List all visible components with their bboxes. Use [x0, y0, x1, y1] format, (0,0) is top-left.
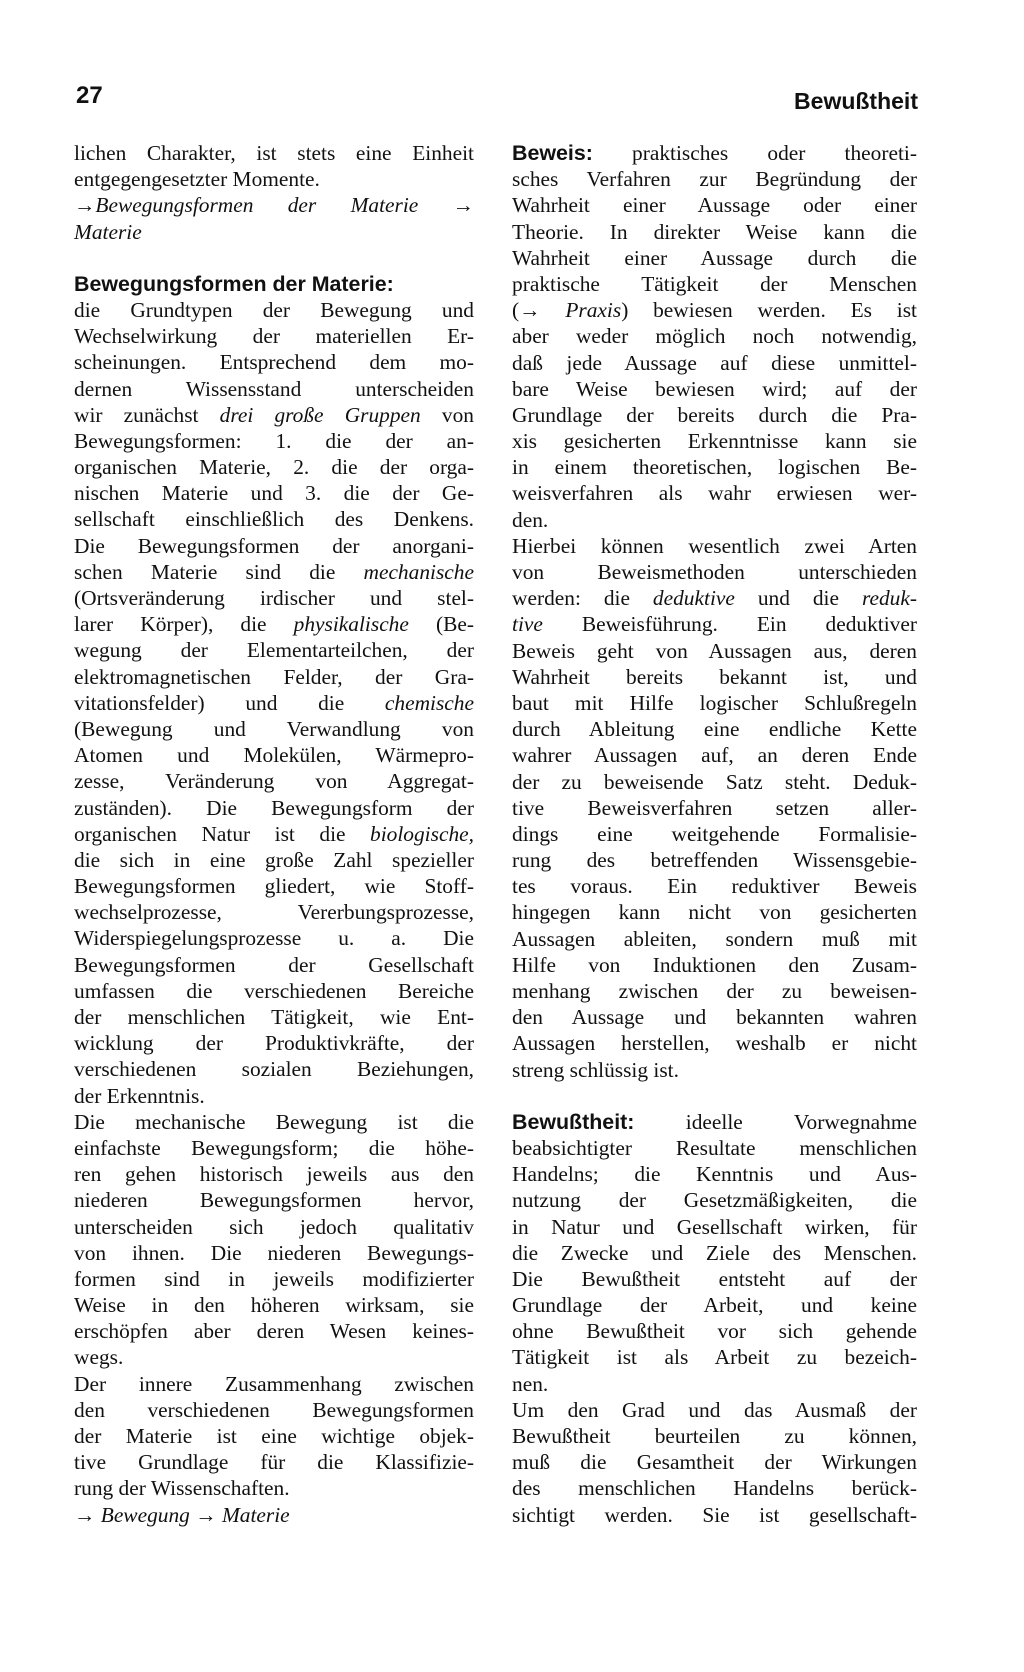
text-line: rung der Wissenschaften. [74, 1476, 290, 1501]
text-line: Um den Grad und das Ausmaß der [512, 1397, 917, 1422]
text-line: hingegen kann nicht von gesicherten [512, 900, 917, 925]
text-line: Weise in den höheren wirksam, sie [74, 1293, 474, 1318]
text-line: des menschlichen Handelns berück- [512, 1476, 917, 1501]
text-line: Atomen und Molekülen, Wärmepro- [74, 743, 474, 768]
text-line: von ihnen. Die niederen Bewegungs- [74, 1240, 474, 1265]
text-line: (→ Praxis) bewiesen werden. Es ist [512, 298, 917, 323]
text-line: bare Weise bewiesen wird; auf der [512, 376, 917, 401]
text-line: beabsichtigter Resultate menschlichen [512, 1135, 917, 1160]
left-column [74, 140, 474, 1528]
text-line: Handelns; die Kenntnis und Aus- [512, 1162, 917, 1187]
text-line: Aussagen herstellen, weshalb er nicht [512, 1031, 917, 1056]
text-line: dernen Wissensstand unterscheiden [74, 376, 474, 401]
text-line: in Natur und Gesellschaft wirken, für [512, 1214, 917, 1239]
cross-reference: Materie [74, 219, 142, 244]
text-line: wechselprozesse, Vererbungsprozesse, [74, 900, 474, 925]
text-line: Bewußtheit: ideelle Vorwegnahme [512, 1109, 917, 1134]
text-line: unterscheiden sich jedoch qualitativ [74, 1214, 474, 1239]
text-line: zuständen). Die Bewegungsform der [74, 795, 474, 820]
text-line: Wahrheit einer Aussage oder einer [512, 193, 917, 218]
text-line: Die Bewußtheit entsteht auf der [512, 1266, 917, 1291]
text-line: vitationsfelder) und die chemische [74, 690, 474, 715]
text-line: tive Beweisführung. Ein deduktiver [512, 612, 917, 637]
text-line: praktische Tätigkeit der Menschen [512, 271, 917, 296]
text-line: Beweis: praktisches oder theoreti- [512, 141, 917, 165]
text-line: zesse, Veränderung von Aggregat- [74, 769, 474, 794]
text-line: baut mit Hilfe logischer Schlußregeln [512, 690, 917, 715]
text-line: Beweis geht von Aussagen aus, deren [512, 638, 917, 663]
text-line: formen sind in jeweils modifizierter [74, 1266, 474, 1291]
text-line: ohne Bewußtheit vor sich gehende [512, 1319, 917, 1344]
right-column [512, 140, 917, 1528]
running-head: Bewußtheit [794, 88, 918, 114]
text-line: nen. [512, 1371, 549, 1396]
text-line: Hierbei können wesentlich zwei Arten [512, 533, 917, 558]
text-line: wegs. [74, 1345, 124, 1370]
text-line: die sich in eine große Zahl spezieller [74, 847, 474, 872]
text-line: organischen Materie, 2. die der orga- [74, 455, 474, 480]
text-line: der menschlichen Tätigkeit, wie Ent- [74, 1005, 474, 1029]
text-line: tive Grundlage für die Klassifizie- [74, 1450, 474, 1475]
text-line: Theorie. In direkter Weise kann die [512, 219, 917, 244]
text-line: nutzung der Gesetzmäßigkeiten, die [512, 1188, 917, 1213]
text-line: Grundlage der Arbeit, und keine [512, 1293, 917, 1318]
entry-heading-bewegungsformen: Bewegungsformen der Materie: [74, 271, 394, 296]
text-line: wegung der Elementarteilchen, der [74, 638, 474, 663]
text-line: sches Verfahren zur Begründung der [512, 167, 917, 192]
text-line: einfachste Bewegungsform; die höhe- [74, 1135, 474, 1160]
text-line: die Zwecke und Ziele des Menschen. [512, 1240, 917, 1265]
text-line: den. [512, 507, 549, 532]
text-line: tes voraus. Ein reduktiver Beweis [512, 874, 917, 899]
text-line: Die Bewegungsformen der anorgani- [74, 533, 474, 558]
text-line: muß die Gesamtheit der Wirkungen [512, 1450, 917, 1475]
text-line: von Beweismethoden unterschieden [512, 560, 917, 584]
text-line: sellschaft einschließlich des Denkens. [74, 507, 474, 532]
text-line: Hilfe von Induktionen den Zusam- [512, 952, 917, 977]
text-line: werden: die deduktive und die reduk- [512, 586, 917, 611]
text-line: Bewegungsformen: 1. die der an- [74, 428, 474, 453]
entry-heading-beweis: Beweis: [512, 141, 593, 165]
text-line: menhang zwischen der zu beweisen- [512, 979, 917, 1003]
text-line: erschöpfen aber deren Wesen keines- [74, 1319, 474, 1344]
arrow-icon: → [452, 193, 474, 218]
text-line: wicklung der Produktivkräfte, der [74, 1031, 474, 1056]
text-line: schen Materie sind die mechanische [74, 559, 474, 584]
text-line: elektromagnetischen Felder, der Gra- [74, 664, 474, 689]
arrow-icon: → [74, 193, 96, 218]
cross-reference: →Bewegungsformen der Materie → [74, 193, 474, 218]
text-line: lichen Charakter, ist stets eine Einheit [74, 141, 474, 165]
text-line: der zu beweisende Satz steht. Deduk- [512, 769, 917, 794]
text-line: organischen Natur ist die biologische, [74, 821, 474, 846]
text-line: Die mechanische Bewegung ist die [74, 1109, 474, 1134]
text-line: der Erkenntnis. [74, 1083, 205, 1108]
text-line: (Ortsveränderung irdischer und stel- [74, 586, 474, 610]
text-line: Aussagen ableiten, sondern muß mit [512, 926, 917, 951]
text-line: umfassen die verschiedenen Bereiche [74, 978, 474, 1003]
text-line: Wahrheit bereits bekannt ist, und [512, 664, 917, 689]
text-line: Grundlage der bereits durch die Pra- [512, 402, 917, 427]
text-line: streng schlüssig ist. [512, 1057, 679, 1082]
text-line: ren gehen historisch jeweils aus den [74, 1162, 474, 1187]
text-line: sichtigt werden. Sie ist gesellschaft- [512, 1502, 917, 1527]
text-line: scheinungen. Entsprechend dem mo- [74, 350, 474, 375]
text-line: durch Ableitung eine endliche Kette [512, 717, 917, 742]
text-line: Wahrheit einer Aussage durch die [512, 245, 917, 270]
cross-reference: → Bewegung → Materie [74, 1502, 290, 1527]
text-line: Der innere Zusammenhang zwischen [74, 1371, 474, 1396]
arrow-icon: → [519, 298, 541, 323]
text-line: xis gesicherten Erkenntnisse kann sie [512, 429, 917, 454]
text-line: nischen Materie und 3. die der Ge- [74, 481, 474, 506]
text-line: (Bewegung und Verwandlung von [74, 716, 474, 741]
text-line: aber weder möglich noch notwendig, [512, 324, 917, 349]
text-line: wahrer Aussagen auf, an deren Ende [512, 743, 917, 768]
text-line: Wechselwirkung der materiellen Er- [74, 324, 474, 349]
text-line: tive Beweisverfahren setzen aller- [512, 795, 917, 820]
text-line: den verschiedenen Bewegungsformen [74, 1397, 474, 1422]
text-line: daß jede Aussage auf diese unmittel- [512, 350, 917, 375]
arrow-icon: → [74, 1502, 96, 1527]
text-line: dings eine weitgehende Formalisie- [512, 821, 917, 846]
text-line: weisverfahren als wahr erwiesen wer- [512, 481, 917, 506]
text-line: Bewegungsformen der Gesellschaft [74, 952, 474, 977]
text-line: Bewegungsformen gliedert, wie Stoff- [74, 874, 474, 899]
text-line: die Grundtypen der Bewegung und [74, 297, 474, 322]
text-line: wir zunächst drei große Gruppen von [74, 402, 474, 427]
arrow-icon: → [195, 1502, 217, 1527]
text-line: Bewußtheit beurteilen zu können, [512, 1424, 917, 1448]
text-line: rung des betreffenden Wissensgebie- [512, 848, 917, 873]
text-line: larer Körper), die physikalische (Be- [74, 612, 474, 637]
text-line: Tätigkeit ist als Arbeit zu bezeich- [512, 1345, 917, 1370]
text-line: verschiedenen sozialen Beziehungen, [74, 1057, 474, 1082]
text-line: den Aussage und bekannten wahren [512, 1005, 917, 1030]
entry-heading-bewusstheit: Bewußtheit: [512, 1109, 635, 1134]
text-line: der Materie ist eine wichtige objek- [74, 1424, 474, 1448]
page-number: 27 [76, 82, 103, 109]
text-line: entgegengesetzter Momente. [74, 167, 320, 192]
text-line: Widerspiegelungsprozesse u. a. Die [74, 926, 474, 951]
text-line: in einem theoretischen, logischen Be- [512, 455, 917, 480]
text-line: niederen Bewegungsformen hervor, [74, 1188, 474, 1213]
